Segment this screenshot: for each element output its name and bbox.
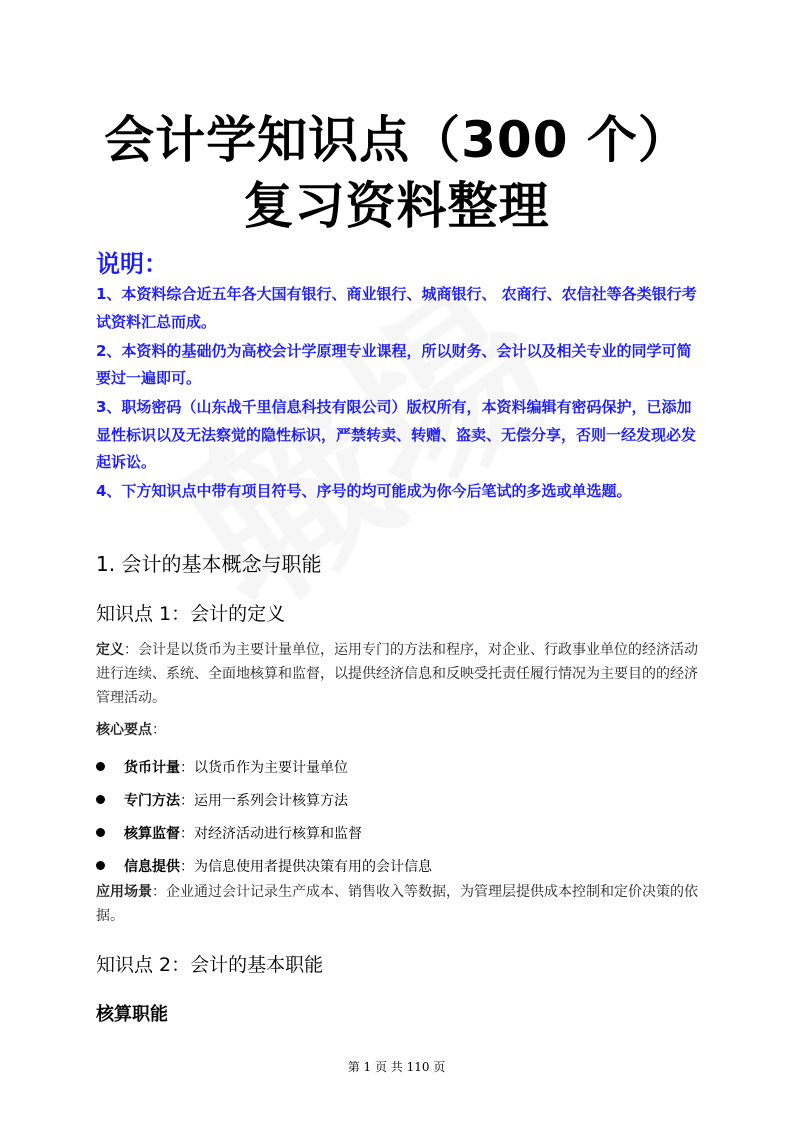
note-item: 2、本资料的基础仍为高校会计学原理专业课程，所以财务、会计以及相关专业的同学可简要过一遍即可。: [96, 341, 692, 387]
application-paragraph: [96, 880, 700, 928]
definition-label: 定义: [96, 642, 124, 658]
core-colon: ：: [152, 722, 166, 738]
kp2-heading: 知识点 2：会计的基本职能: [96, 954, 324, 976]
bullet-icon: [96, 795, 105, 804]
bullet-text: ：以货币作为主要计量单位: [180, 759, 348, 776]
application-text: ：企业通过会计记录生产成本、销售收入等数据，为管理层提供成本控制和定价决策的依据。: [96, 884, 698, 924]
kp1-heading: 知识点 1：会计的定义: [96, 603, 286, 625]
application-label: 应用场景: [96, 884, 152, 900]
note-item: 4、下方知识点中带有项目符号、序号的均可能成为你今后笔试的多选或单选题。: [96, 482, 632, 500]
notes-list: [96, 281, 700, 507]
note-item: 3、职场密码（山东战千里信息科技有限公司）版权所有，本资料编辑有密码保护，已添加显性标识以及无法察觉的隐性标识，严禁转卖、转赠、盗卖、无偿分享，否则一经发现必发起诉讼。: [96, 398, 697, 471]
bullet-icon: [96, 762, 105, 771]
bullet-label: 专门方法: [124, 792, 180, 809]
list-item: [96, 783, 432, 816]
bullet-label: 信息提供: [124, 858, 180, 875]
core-label: 核心要点: [96, 722, 152, 738]
core-points-list: [96, 750, 432, 882]
note-item: 1、本资料综合近五年各大国有银行、商业银行、城商银行、 农商行、农信社等各类银行考试资料汇总而成。: [96, 285, 697, 331]
bullet-text: ：为信息使用者提供决策有用的会计信息: [180, 858, 432, 875]
page-footer: 第 1 页 共 110 页: [347, 1060, 446, 1074]
bullet-label: 货币计量: [124, 759, 180, 776]
section-heading: 1. 会计的基本概念与职能: [96, 552, 322, 576]
definition-paragraph: [96, 638, 700, 710]
bullet-icon: [96, 861, 105, 870]
definition-text: ：会计是以货币为主要计量单位，运用专门的方法和程序，对企业、行政事业单位的经济活动进行连续、系统、全面地核算和监督，以提供经济信息和反映受托责任履行情况为主要目的的经济管理活动。: [96, 642, 698, 706]
bullet-icon: [96, 828, 105, 837]
core-points-label: [96, 718, 700, 742]
doc-title-line1: 会计学知识点（300 个）: [104, 111, 689, 169]
list-item: [96, 816, 432, 849]
bullet-text: ：运用一系列会计核算方法: [180, 792, 348, 809]
kp2-subheading: 核算职能: [96, 1004, 168, 1025]
notes-heading: 说明：: [96, 250, 168, 278]
doc-title-line2: 复习资料整理: [243, 177, 550, 235]
bullet-text: ：对经济活动进行核算和监督: [180, 825, 362, 842]
list-item: [96, 750, 432, 783]
bullet-label: 核算监督: [124, 825, 180, 842]
list-item: [96, 849, 432, 882]
